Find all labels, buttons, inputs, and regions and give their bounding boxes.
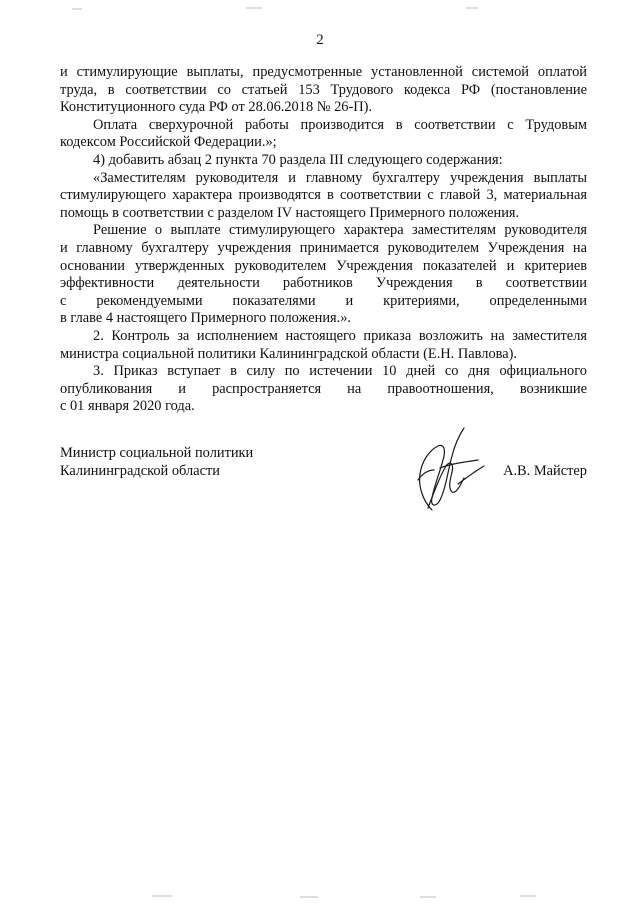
text-line: 4) добавить абзац 2 пункта 70 раздела III следующего содержания: bbox=[93, 151, 503, 168]
handwritten-signature bbox=[388, 422, 498, 514]
paragraph-item-4 bbox=[60, 152, 587, 170]
text-line: и главному бухгалтеру учреждения принимается руководителем Учреждения на bbox=[60, 239, 587, 256]
text-line: основании утвержденных руководителем Учреждения показателей и критериев bbox=[60, 257, 587, 274]
signatory-position-line: Калининградской области bbox=[60, 463, 220, 479]
text-line: труда, в соответствии со статьей 153 Трудового кодекса РФ (постановление bbox=[60, 81, 587, 98]
text-line: с 01 января 2020 года. bbox=[60, 398, 195, 415]
text-line: и стимулирующие выплаты, предусмотренные установленной системой оплатой bbox=[60, 64, 587, 80]
text-line: стимулирующего характера производятся в соответствии с главой 3, материальная bbox=[60, 187, 587, 204]
paragraph-overtime bbox=[60, 117, 587, 152]
text-line: эффективности деятельности работников Учреждения в соответствии bbox=[60, 275, 587, 292]
text-line: 3. Приказ вступает в силу по истечении 10 дней со дня официального bbox=[93, 363, 587, 380]
text-line: в главе 4 настоящего Примерного положения.». bbox=[60, 310, 352, 327]
signature-block bbox=[60, 444, 587, 514]
paragraph-decision bbox=[60, 222, 587, 328]
text-line: «Заместителям руководителя и главному бухгалтеру учреждения выплаты bbox=[93, 169, 587, 186]
paragraph-continuation bbox=[60, 64, 587, 117]
paragraph-control bbox=[60, 328, 587, 363]
signatory-position-line: Министр социальной политики bbox=[60, 445, 254, 461]
text-line: кодексом Российской Федерации.»; bbox=[60, 134, 277, 151]
signatory-name: А.В. Майстер bbox=[503, 463, 587, 479]
text-line: опубликования и распространяется на правоотношения, возникшие bbox=[60, 380, 587, 397]
text-line: Решение о выплате стимулирующего характера заместителям руководителя bbox=[93, 222, 587, 239]
document-body bbox=[60, 64, 587, 416]
text-line: министра социальной политики Калининградской области (Е.Н. Павлова). bbox=[60, 345, 518, 362]
paragraph-quote-deputies bbox=[60, 170, 587, 223]
text-line: 2. Контроль за исполнением настоящего приказа возложить на заместителя bbox=[93, 327, 587, 344]
text-line: Оплата сверхурочной работы производится в соответствии с Трудовым bbox=[93, 116, 587, 133]
text-line: помощь в соответствии с разделом IV настоящего Примерного положения. bbox=[60, 204, 520, 221]
text-line: Конституционного суда РФ от 28.06.2018 № 26-П). bbox=[60, 99, 373, 116]
text-line: с рекомендуемыми показателями и критериями, определенными bbox=[60, 292, 587, 309]
page-number: 2 bbox=[316, 32, 324, 48]
signatory-position bbox=[60, 444, 253, 480]
paragraph-effective-date bbox=[60, 363, 587, 416]
